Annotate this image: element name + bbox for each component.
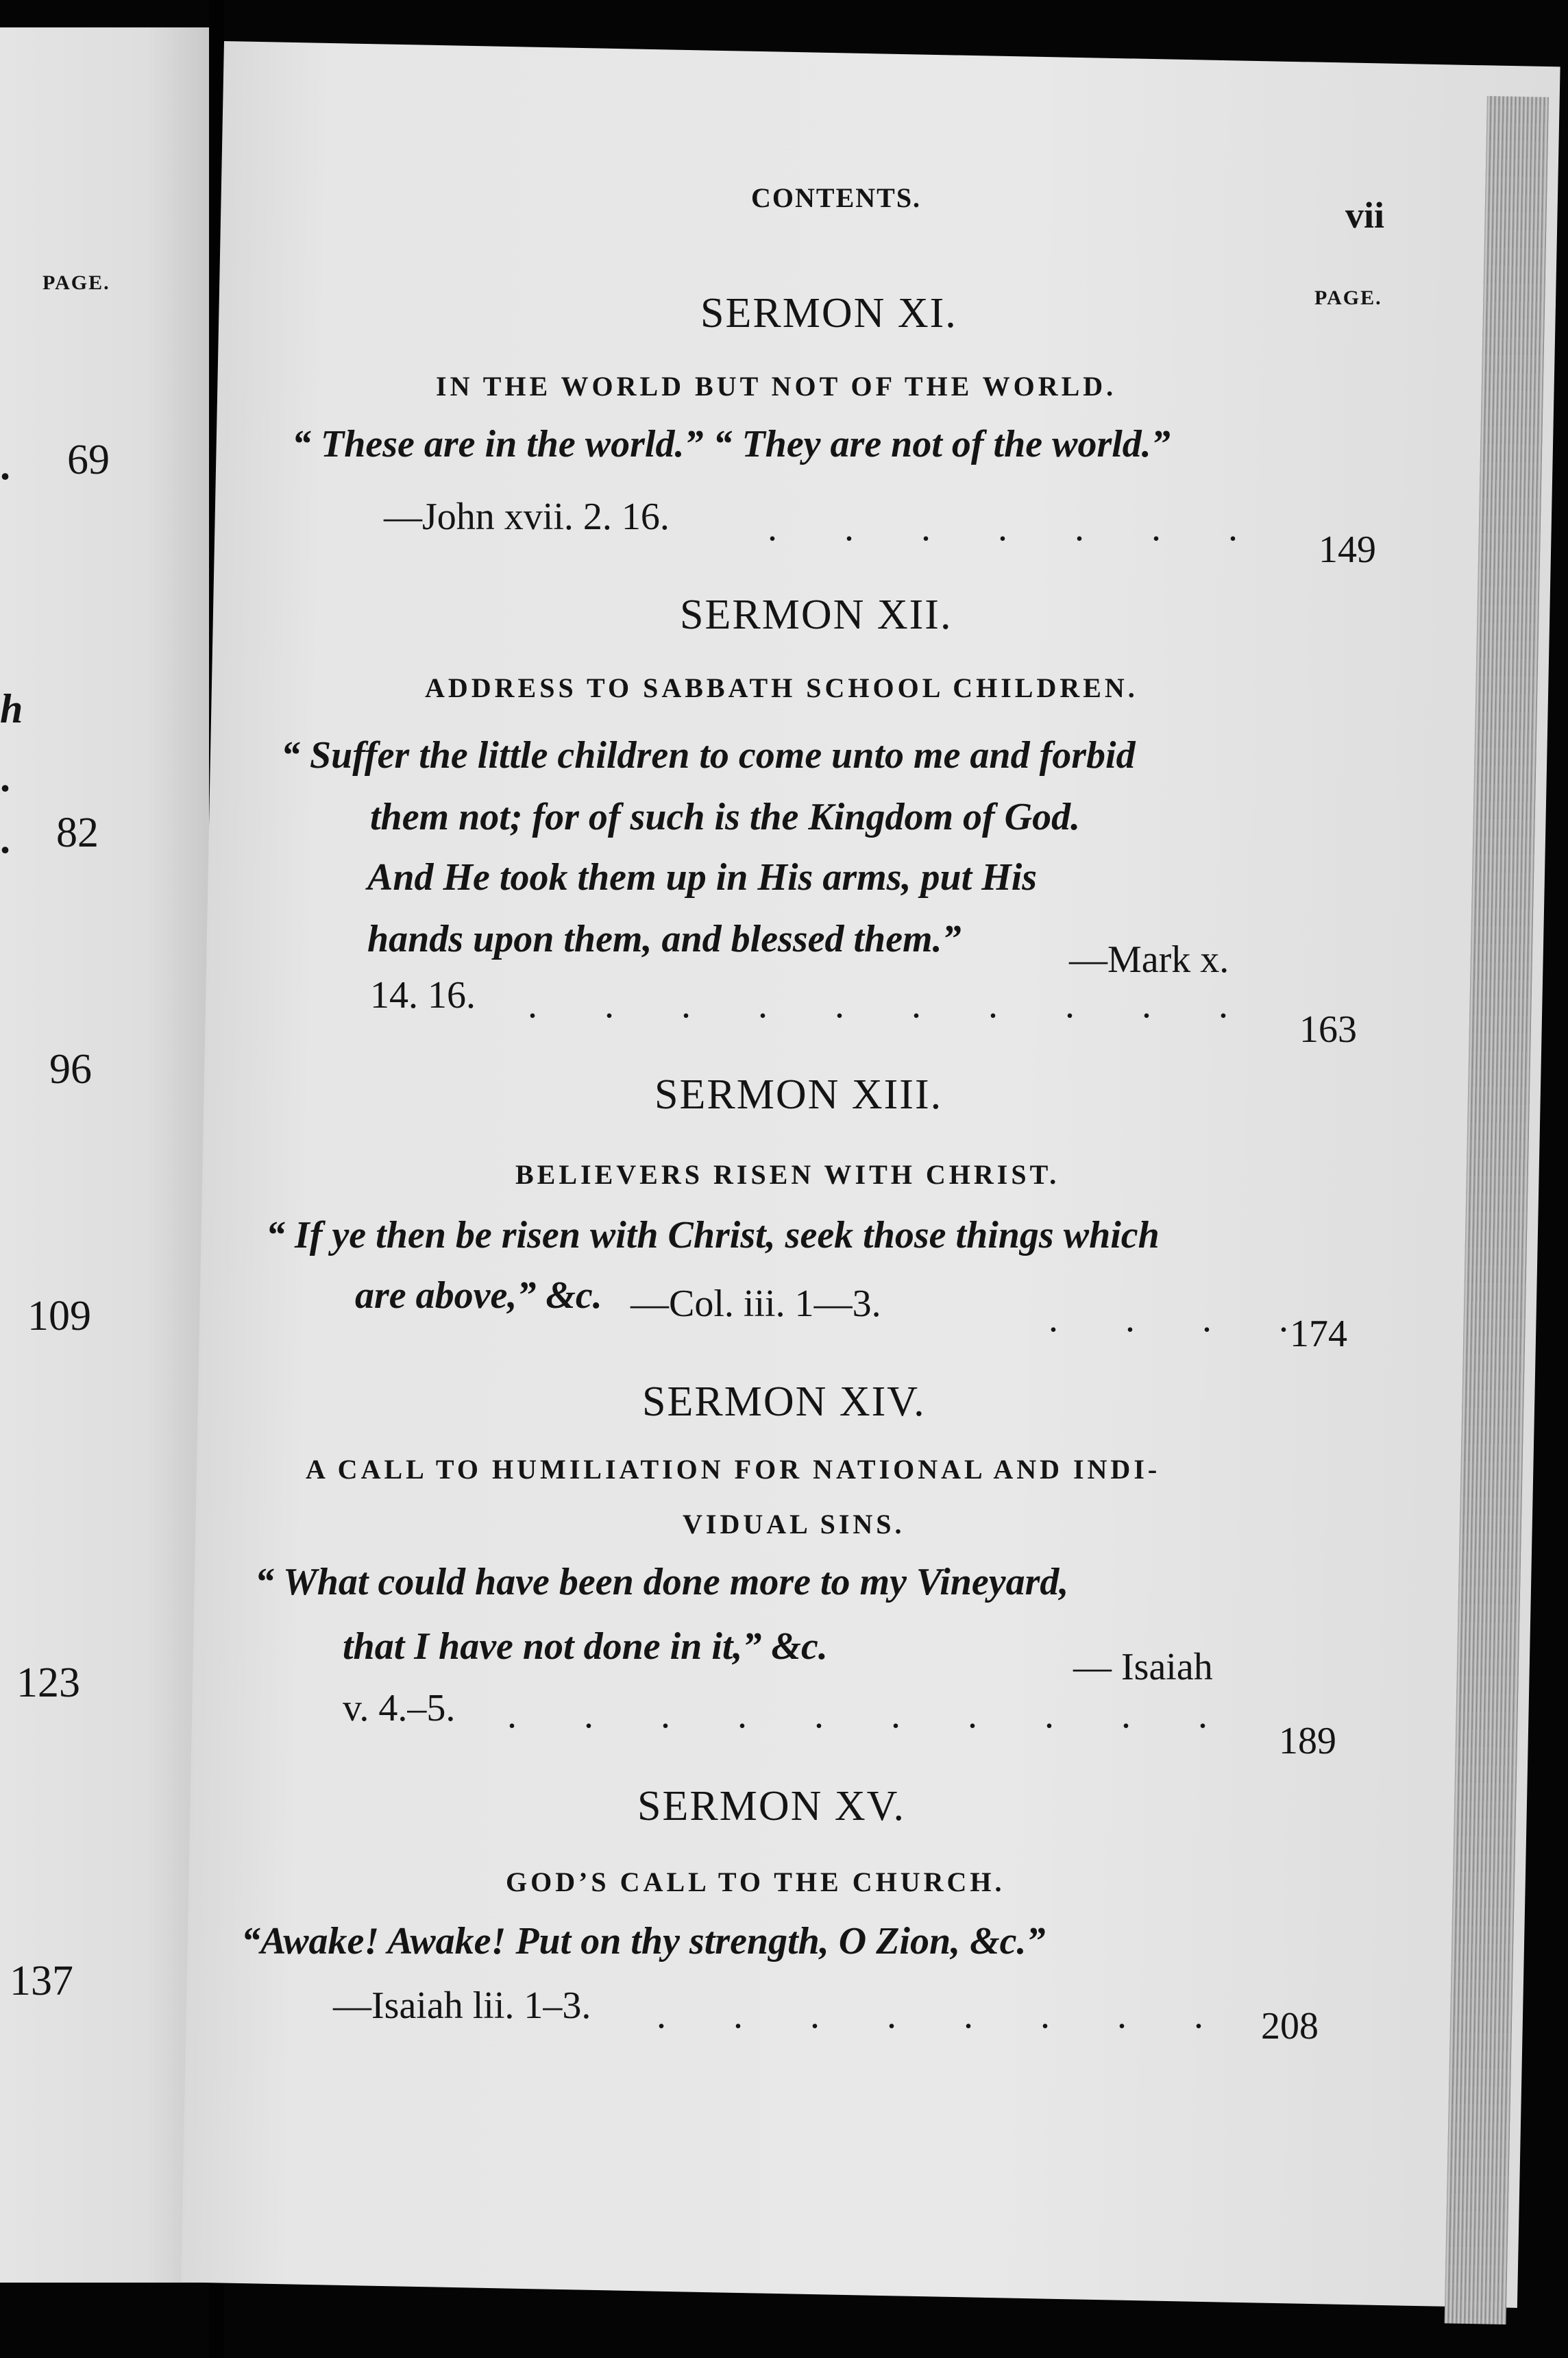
scripture-text: And He took them up in His arms, put His (367, 856, 1038, 899)
sermon-heading: SERMON XIII. (654, 1071, 943, 1118)
scripture-text: hands upon them, and blessed them.” (367, 918, 961, 960)
sermon-title: ADDRESS TO SABBATH SCHOOL CHILDREN. (425, 672, 1138, 703)
running-title: CONTENTS. (751, 182, 922, 213)
text-fragment: h (0, 686, 23, 731)
page-reference: 149 (1319, 528, 1376, 571)
leader-dots: . . . . . . . . . . (507, 1694, 1208, 1736)
scripture-text: “ These are in the world.” “ They are not of the world.” (292, 423, 1171, 465)
sermon-title: GOD’S CALL TO THE CHURCH. (506, 1867, 1005, 1897)
scripture-reference: —Mark x. (1069, 938, 1229, 981)
scripture-reference: —Isaiah lii. 1–3. (333, 1984, 591, 2027)
leader-dot: . (0, 755, 10, 800)
sermon-title: VIDUAL SINS. (683, 1509, 905, 1540)
scripture-reference: v. 4.–5. (343, 1687, 456, 1729)
left-page-number: 96 (49, 1046, 92, 1093)
left-page-number: 69 (67, 437, 110, 483)
sermon-title: BELIEVERS RISEN WITH CHRIST. (515, 1159, 1060, 1190)
left-page-number: 137 (10, 1958, 73, 2004)
leader-dots: . . . . . . . . (657, 1994, 1203, 2037)
left-page-number: 82 (56, 810, 99, 856)
scripture-text: “ If ye then be risen with Christ, seek those things which (266, 1214, 1160, 1256)
left-page-number: 109 (27, 1293, 91, 1339)
scripture-reference: —Col. iii. 1—3. (630, 1283, 881, 1325)
library-stamp (1525, 754, 1559, 1439)
leader-dots: . . . . . . . (768, 507, 1238, 549)
scripture-text: “Awake! Awake! Put on thy strength, O Zion, &c.” (241, 1920, 1046, 1962)
sermon-heading: SERMON XIV. (642, 1378, 926, 1425)
scripture-text: “ Suffer the little children to come unto me and forbid (281, 734, 1136, 777)
leader-dot: . (0, 816, 10, 862)
page-column-label: PAGE. (1314, 287, 1382, 309)
page-reference: 174 (1290, 1313, 1347, 1355)
sermon-heading: SERMON XV. (637, 1783, 905, 1830)
page-reference: 163 (1299, 1008, 1357, 1051)
folio-number: vii (1345, 195, 1385, 236)
scripture-reference: 14. 16. (370, 974, 476, 1017)
scripture-reference: — Isaiah (1073, 1646, 1213, 1688)
sermon-title: A CALL TO HUMILIATION FOR NATIONAL AND INDI- (306, 1454, 1161, 1485)
left-page-label: PAGE. (42, 271, 110, 294)
scripture-reference: —John xvii. 2. 16. (384, 496, 670, 538)
previous-page (0, 27, 209, 2283)
left-page-number: 123 (16, 1660, 80, 1706)
leader-dots: . . . . (1049, 1298, 1288, 1340)
sermon-heading: SERMON XI. (700, 290, 957, 337)
leader-dot: . (0, 443, 10, 488)
scripture-text: that I have not done in it,” &c. (343, 1625, 828, 1668)
sermon-heading: SERMON XII. (680, 592, 953, 638)
leader-dots: . . . . . . . . . . (528, 984, 1228, 1026)
scripture-text: “ What could have been done more to my Vineyard, (255, 1561, 1069, 1603)
sermon-title: IN THE WORLD BUT NOT OF THE WORLD. (436, 371, 1117, 402)
page-reference: 208 (1261, 2005, 1319, 2047)
page-reference: 189 (1279, 1720, 1336, 1762)
scripture-text: them not; for of such is the Kingdom of God. (370, 796, 1081, 838)
scripture-text: are above,” &c. (355, 1274, 602, 1317)
